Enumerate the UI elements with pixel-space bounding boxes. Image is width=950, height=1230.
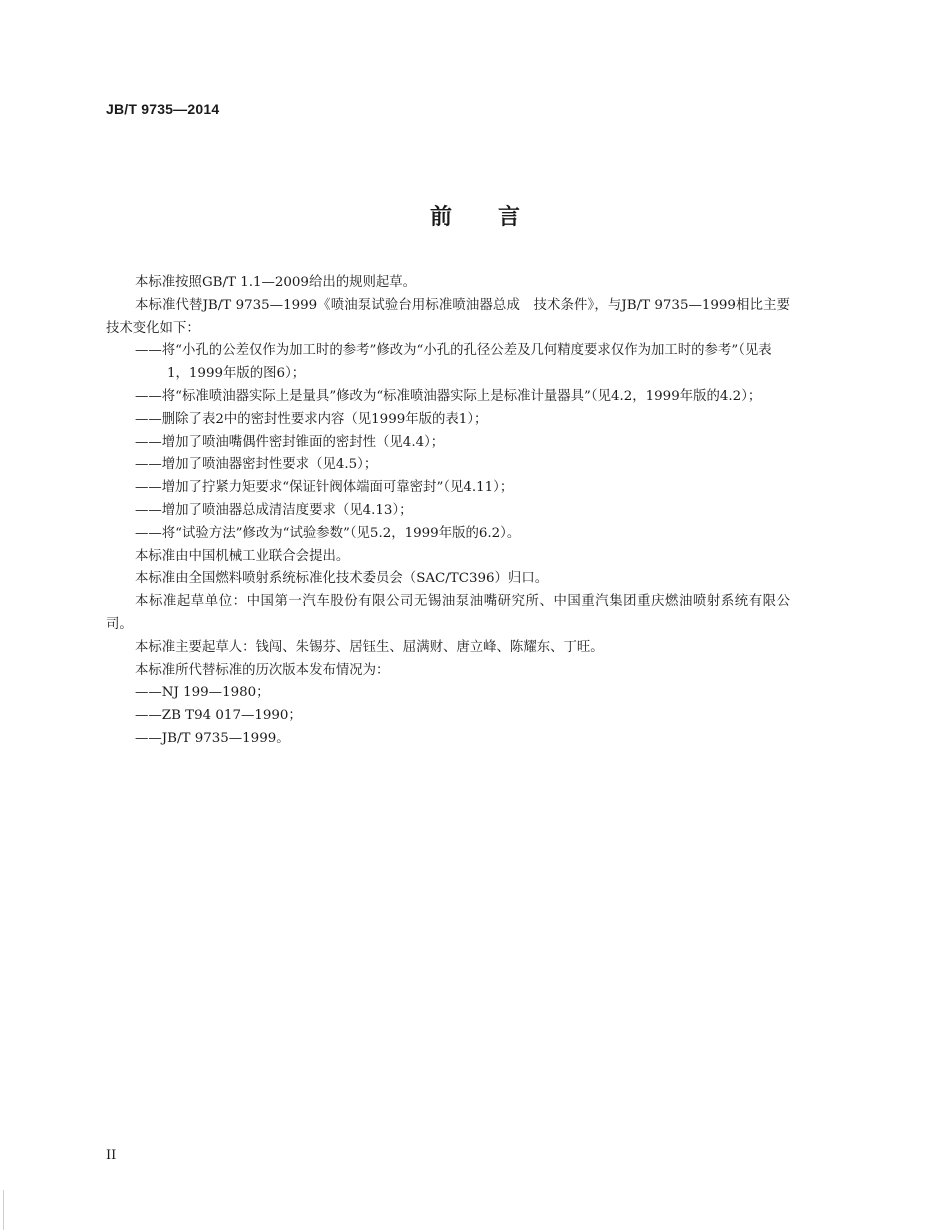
change-item-measuring-tool: ——将“标准喷油器实际上是量具”修改为“标准喷油器实际上是标准计量器具”（见4.2，1999年版的4.2）； — [135, 388, 762, 404]
paragraph-proposed-by: 本标准由中国机械工业联合会提出。 — [135, 548, 350, 564]
previous-edition-item: ——ZB T94 017—1990； — [135, 708, 302, 724]
change-item-removed-sealing: ——删除了表2中的密封性要求内容（见1999年版的表1）； — [135, 411, 488, 427]
change-item-test-method: ——将“试验方法”修改为“试验参数”（见5.2，1999年版的6.2）。 — [135, 525, 521, 541]
paragraph-drafters: 本标准主要起草人：钱闯、朱锡芬、居钰生、屈满财、唐立峰、陈耀东、丁旺。 — [135, 639, 604, 655]
paragraph-drafting-rules: 本标准按照GB/T 1.1—2009给出的规则起草。 — [135, 275, 417, 290]
paragraph-previous-editions: 本标准所代替标准的历次版本发布情况为： — [135, 662, 390, 678]
paragraph-under-jurisdiction: 本标准由全国燃料喷射系统标准化技术委员会（SAC/TC396）归口。 — [135, 571, 549, 587]
change-item-hole-tolerance: ——将“小孔的公差仅作为加工时的参考”修改为“小孔的孔径公差及几何精度要求仅作为加工时的参考”（见表1，1999年版的图6）； — [135, 343, 772, 382]
foreword-title: 前言 — [429, 205, 566, 230]
scan-edge-line — [3, 1190, 4, 1230]
change-item-cleanliness: ——增加了喷油器总成清洁度要求（见4.13）； — [135, 502, 413, 518]
previous-edition-item: ——JB/T 9735—1999。 — [135, 730, 290, 746]
page-number: II — [106, 1148, 117, 1163]
change-item-nozzle-seal: ——增加了喷油嘴偶件密封锥面的密封性（见4.4）； — [135, 434, 445, 450]
change-item-torque: ——增加了拧紧力矩要求“保证针阀体端面可靠密封”（见4.11）； — [135, 480, 514, 496]
paragraph-replaces: 本标准代替JB/T 9735—1999《喷油泵试验台用标准喷油器总成 技术条件》，与JB/T 9735—1999相比主要技术变化如下： — [106, 297, 790, 336]
standard-number: JB/T 9735—2014 — [106, 101, 220, 117]
previous-edition-item: ——NJ 199—1980； — [135, 685, 270, 701]
foreword-body — [106, 272, 790, 751]
change-item-injector-seal: ——增加了喷油器密封性要求（见4.5）； — [135, 457, 378, 473]
paragraph-drafting-units: 本标准起草单位：中国第一汽车股份有限公司无锡油泵油嘴研究所、中国重汽集团重庆燃油喷射系统有限公司。 — [106, 594, 790, 632]
